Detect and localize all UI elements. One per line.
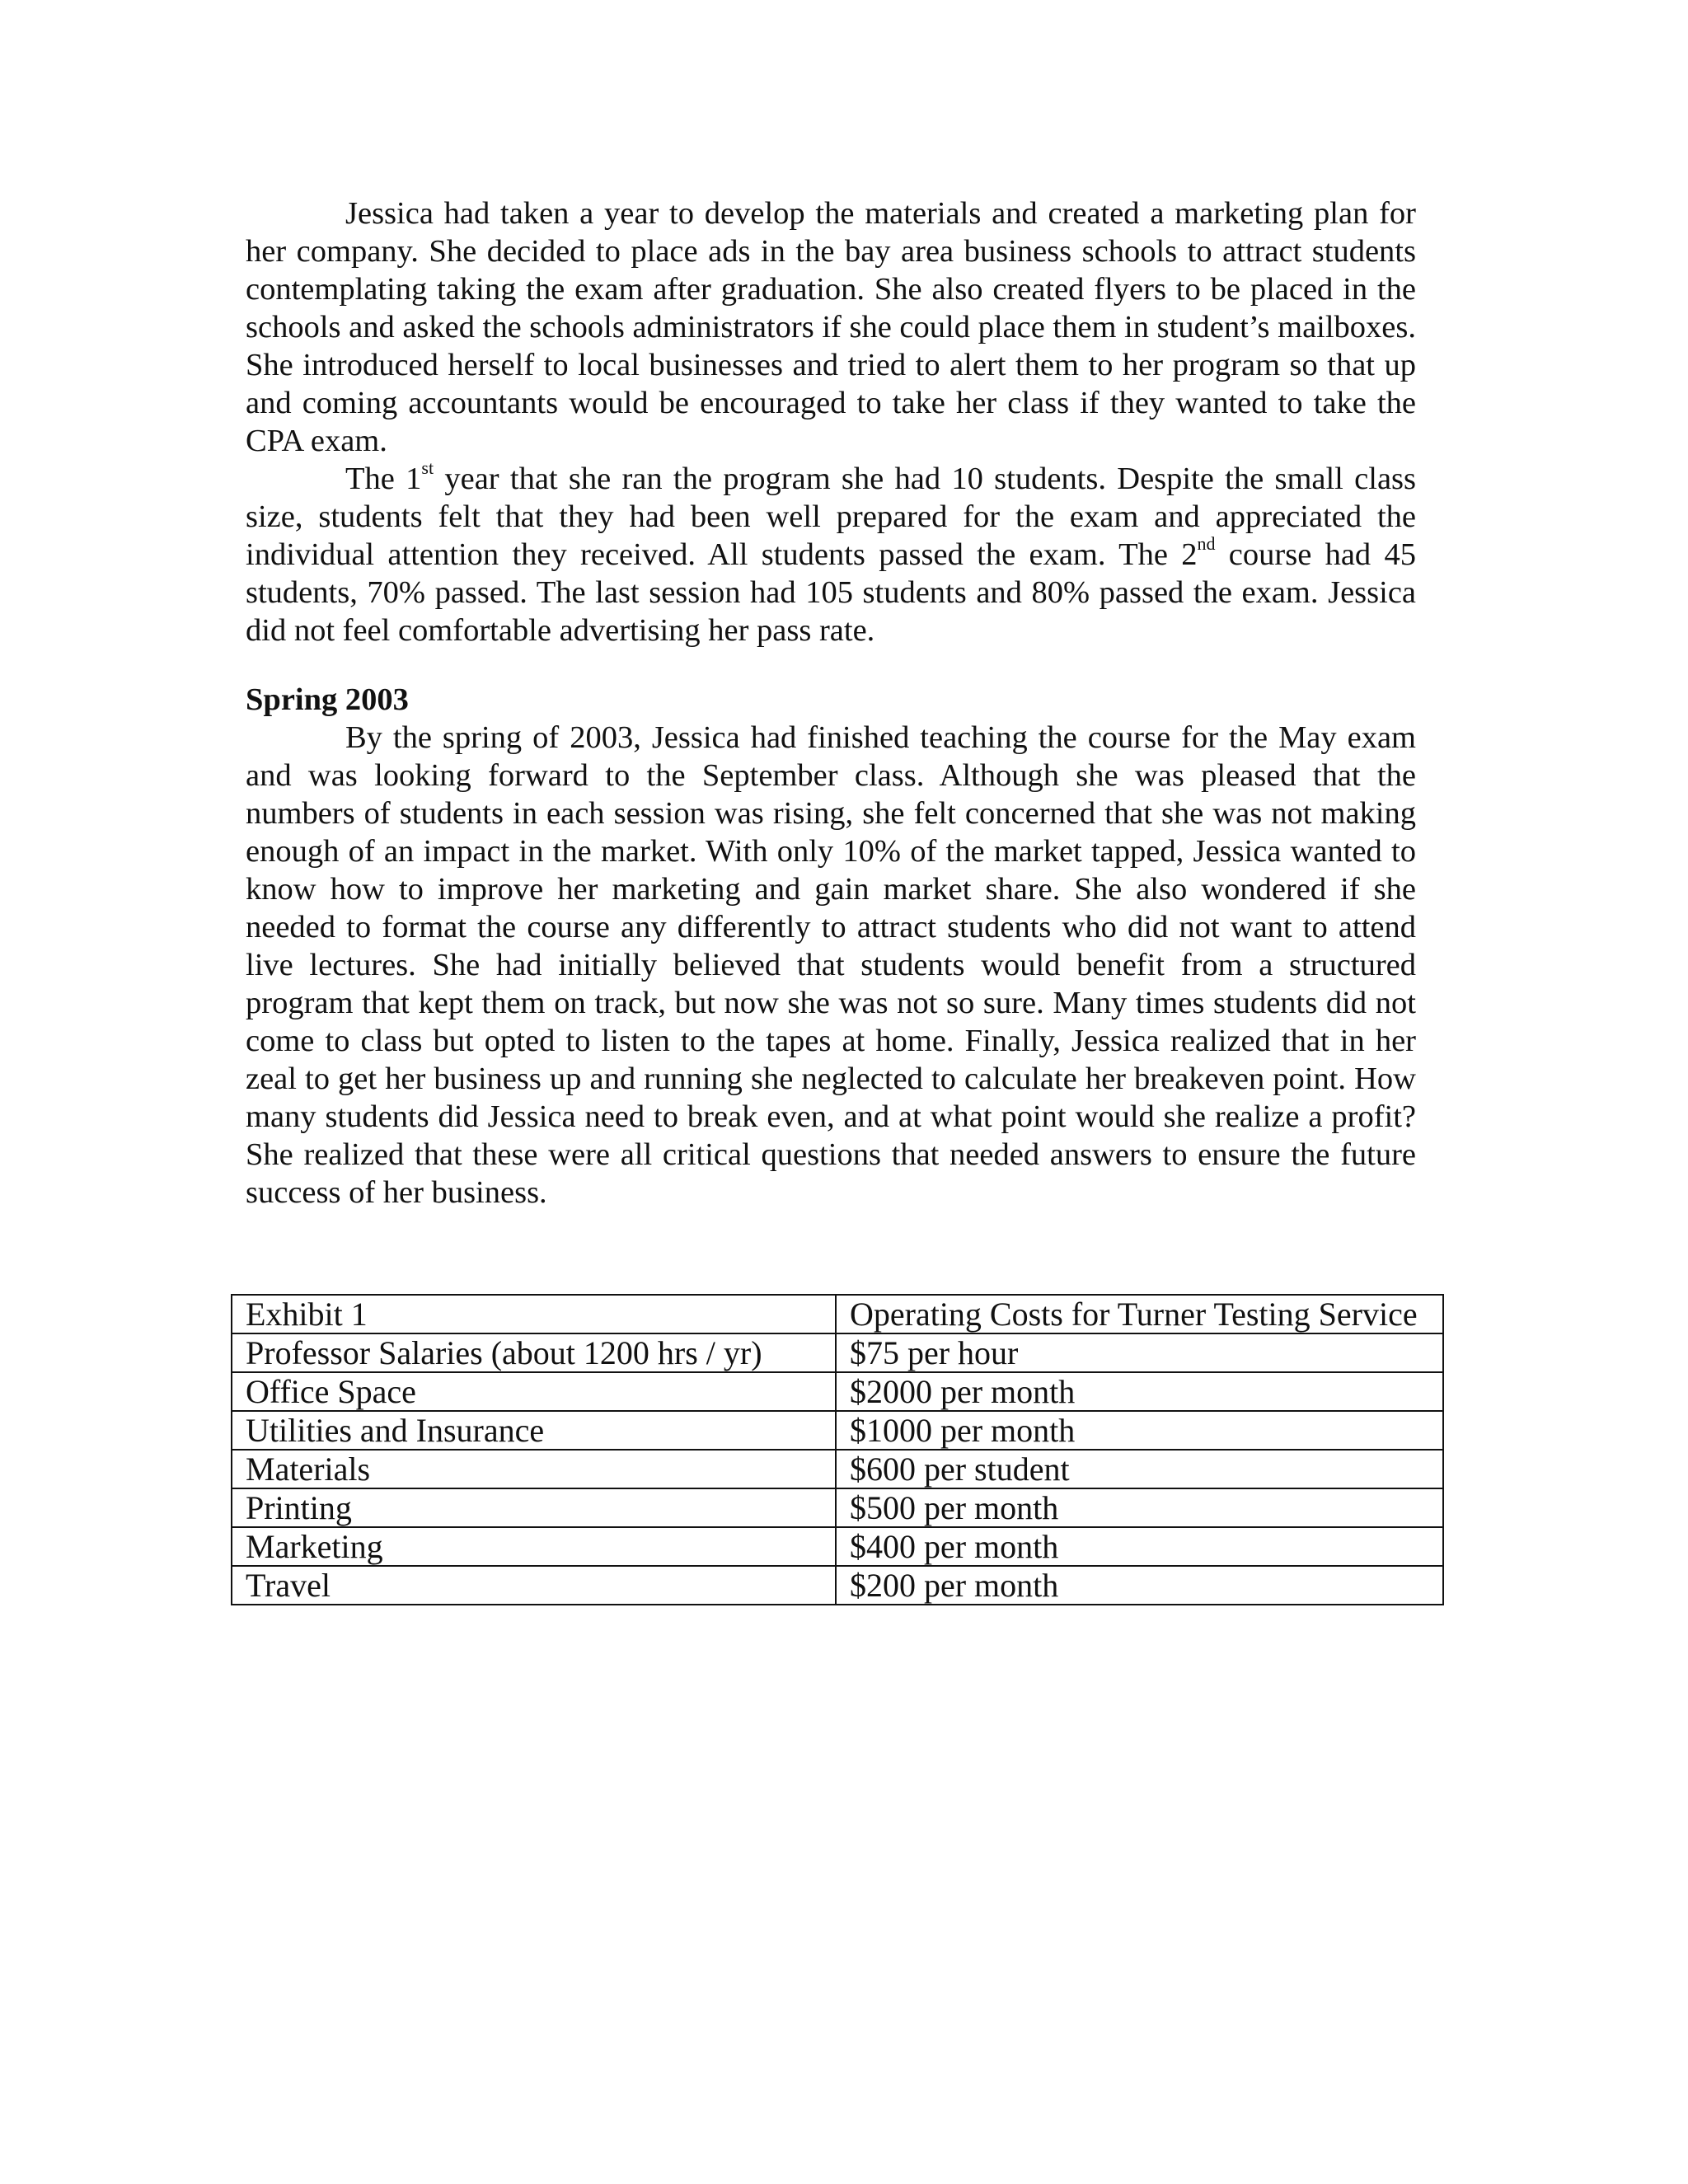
exhibit-subtitle-cell: Operating Costs for Turner Testing Service [836,1295,1443,1333]
cost-value-cell: $400 per month [836,1527,1443,1566]
paragraph-spring-2003: By the spring of 2003, Jessica had finished teaching the course for the May exam and was looking forward to the September class. Although she was pleased that the numbers of students in each session was rising, she felt concerned that she was not making enough of an impact in the market. With only 10% of the market tapped, Jessica wanted to know how to improve her marketing and gain market share. She also wondered if she needed to format the course any differently to attract students who did not want to attend live lectures. She had initially believed that students would benefit from a structured program that kept them on track, but now she was not so sure. Many times students did not come to class but opted to listen to the tapes at home. Finally, Jessica realized that in her zeal to get her business up and running she neglected to calculate her breakeven point. How many students did Jessica need to break even, and at what point would she realize a profit? She realized that these were all critical questions that needed answers to ensure the future success of her business. [246,720,1416,1210]
cost-value-cell: $1000 per month [836,1411,1443,1450]
enrollment-text-3: course had 45 students, 70% passed. The last session had 105 students and 80% passed the exam. Jessica did not feel comfortable advertising her pass rate. [246,537,1416,648]
cost-item-cell: Printing [232,1488,836,1527]
section-heading-spring-2003: Spring 2003 [246,682,409,717]
cost-value-cell: $200 per month [836,1566,1443,1605]
paragraph-spacer [246,649,1416,681]
superscript-st: st [421,457,434,479]
body-text [246,194,1416,1212]
exhibit-1-table [231,1294,1444,1605]
exhibit-table-body [232,1295,1443,1605]
table-row [232,1527,1443,1566]
cost-value-cell: $600 per student [836,1450,1443,1488]
table-row [232,1488,1443,1527]
table-row [232,1566,1443,1605]
table-row [232,1411,1443,1450]
cost-item-cell: Office Space [232,1372,836,1411]
enrollment-text-2: year that she ran the program she had 10 students. Despite the small class size, students felt that they had been well prepared for the exam and appreciated the individual attention they received. All students passed the exam. The 2 [246,462,1416,572]
cost-value-cell: $75 per hour [836,1333,1443,1372]
cost-item-cell: Marketing [232,1527,836,1566]
enrollment-text-1: The 1 [345,462,422,496]
cost-item-cell: Utilities and Insurance [232,1411,836,1450]
cost-value-cell: $500 per month [836,1488,1443,1527]
exhibit-title-cell: Exhibit 1 [232,1295,836,1333]
superscript-nd: nd [1197,533,1216,555]
cost-item-cell: Travel [232,1566,836,1605]
paragraph-marketing-plan: Jessica had taken a year to develop the materials and created a marketing plan for her company. She decided to place ads in the bay area business schools to attract students contemplating taking the exam after graduation. She also created flyers to be placed in the schools and asked the schools administrators if she could place them in student’s mailboxes. She introduced herself to local businesses and tried to alert them to her program so that up and coming accountants would be encouraged to take her class if they wanted to take the CPA exam. [246,196,1416,458]
cost-value-cell: $2000 per month [836,1372,1443,1411]
table-row [232,1450,1443,1488]
table-row [232,1333,1443,1372]
cost-item-cell: Professor Salaries (about 1200 hrs / yr) [232,1333,836,1372]
table-row [232,1372,1443,1411]
exhibit-header-row [232,1295,1443,1333]
paragraph-enrollment-history [246,457,1416,649]
cost-item-cell: Materials [232,1450,836,1488]
